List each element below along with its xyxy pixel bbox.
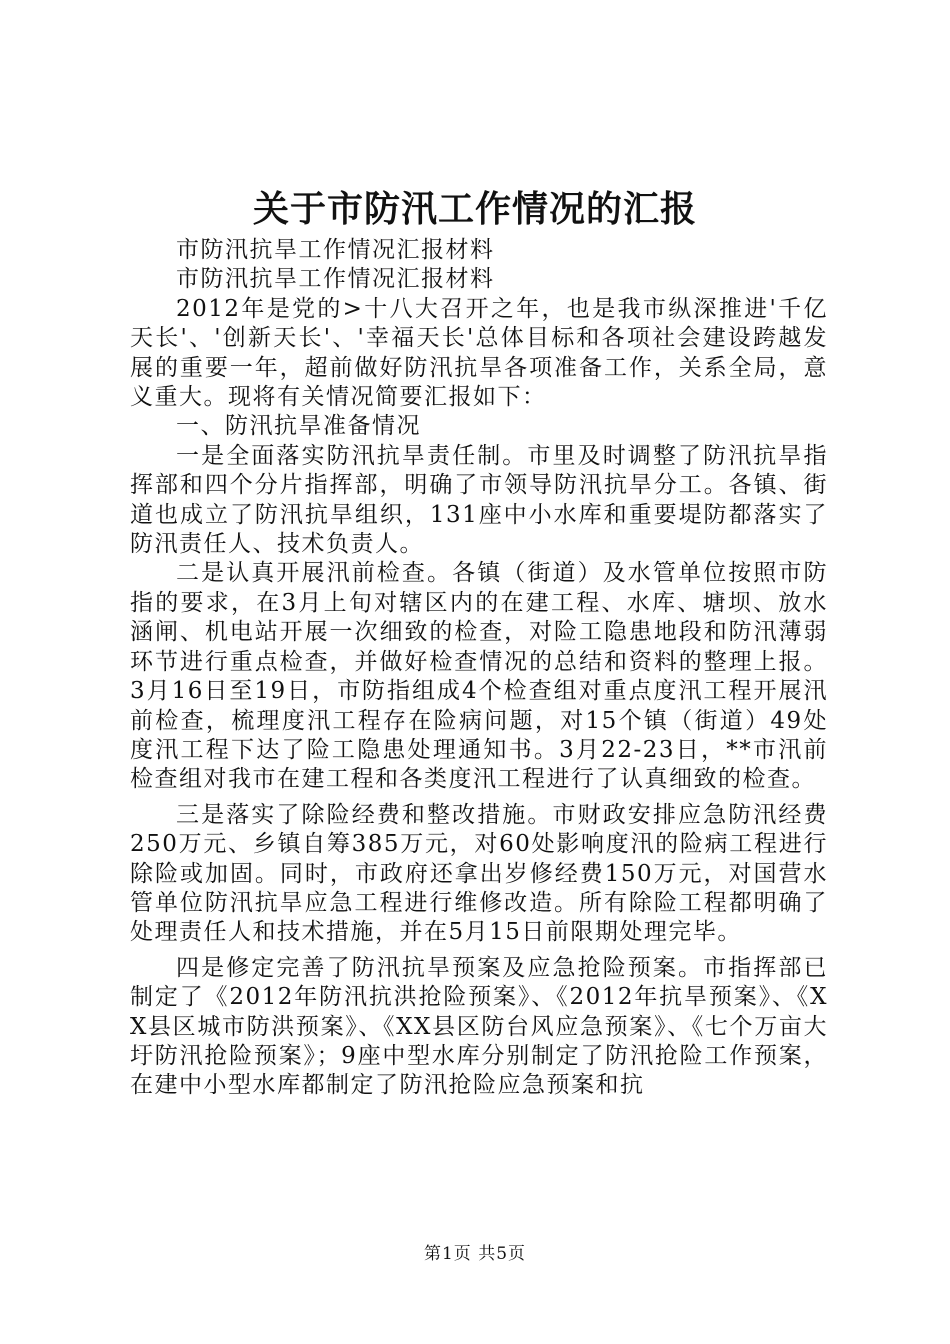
paragraph-funding: 三是落实了除险经费和整改措施。市财政安排应急防汛经费250万元、乡镇自筹385万元，对60处影响度汛的险病工程进行除险或加固。同时，市政府还拿出岁修经费150万元，对国营水管单位防汛抗旱应急工程进行维修改造。所有除险工程都明确了处理责任人和技术措施，并在5月15日前限期处理完毕。 bbox=[130, 801, 828, 946]
paragraph-inspection: 二是认真开展汛前检查。各镇（街道）及水管单位按照市防指的要求，在3月上旬对辖区内的在建工程、水库、塘坝、放水涵闸、机电站开展一次细致的检查，对险工隐患地段和防汛薄弱环节进行重点检查，并做好检查情况的总结和资料的整理上报。3月16日至19日，市防指组成4个检查组对重点度汛工程开展汛前检查，梳理度汛工程存在险病问题，对15个镇（街道）49处度汛工程下达了险工隐患处理通知书。3月22-23日，**市汛前检查组对我市在建工程和各类度汛工程进行了认真细致的检查。 bbox=[130, 560, 828, 793]
paragraph-responsibility: 一是全面落实防汛抗旱责任制。市里及时调整了防汛抗旱指挥部和四个分片指挥部，明确了市领导防汛抗旱分工。各镇、街道也成立了防汛抗旱组织，131座中小水库和重要堤防都落实了防汛责任人、技术负责人。 bbox=[130, 442, 828, 558]
page-footer: 第1页 共5页 bbox=[423, 1244, 527, 1264]
document-body bbox=[130, 236, 828, 1101]
paragraph-plans: 四是修定完善了防汛抗旱预案及应急抢险预案。市指挥部已制定了《2012年防汛抗洪抢险预案》、《2012年抗旱预案》、《XX县区城市防洪预案》、《XX县区防台风应急预案》、《七个万亩大圩防汛抢险预案》；9座中型水库分别制定了防汛抢险工作预案，在建中小型水库都制定了防汛抢险应急预案和抗 bbox=[130, 954, 828, 1099]
section-heading: 一、防汛抗旱准备情况 bbox=[176, 413, 421, 440]
document-title: 关于市防汛工作情况的汇报 bbox=[252, 188, 697, 230]
subtitle-line-1: 市防汛抗旱工作情况汇报材料 bbox=[176, 237, 495, 263]
intro-paragraph: 2012年是党的>十八大召开之年，也是我市纵深推进'千亿天长'、'创新天长'、'幸福天长'总体目标和各项社会建设跨越发展的重要一年，超前做好防汛抗旱各项准备工作，关系全局，意义重大。现将有关情况简要汇报如下： bbox=[130, 295, 828, 411]
subtitle-line-2: 市防汛抗旱工作情况汇报材料 bbox=[176, 266, 495, 293]
